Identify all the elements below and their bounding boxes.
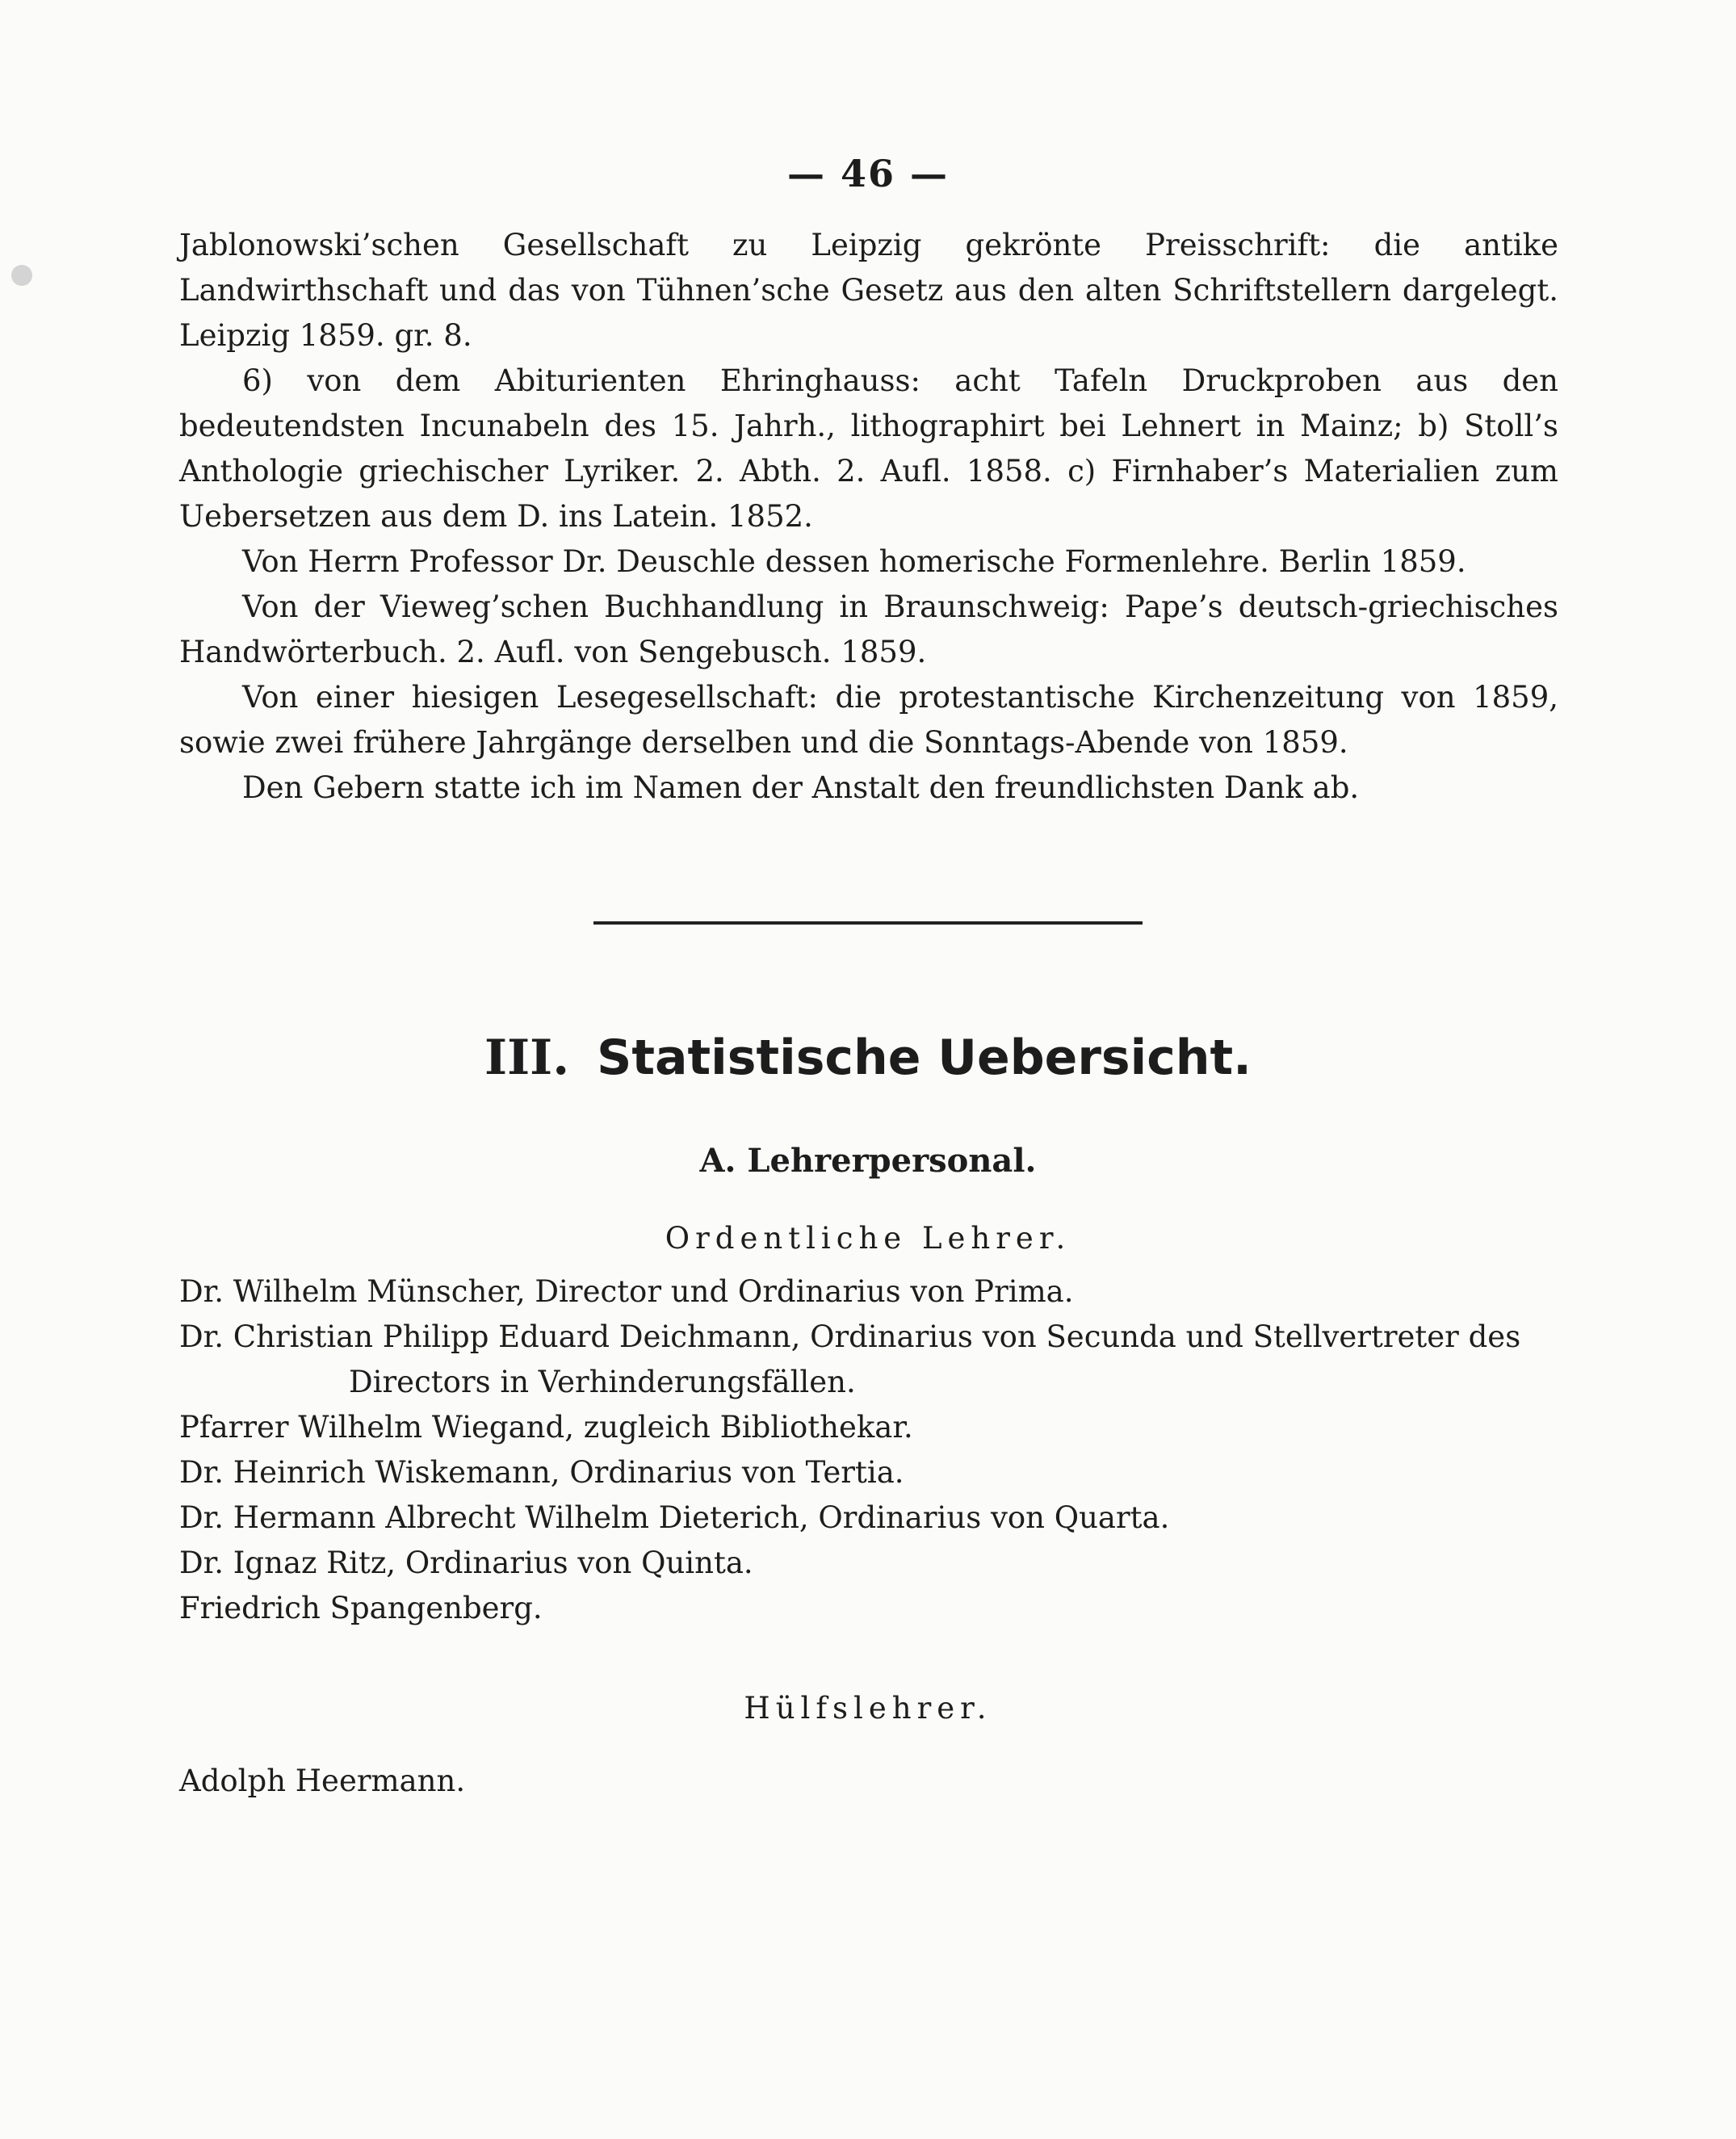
ordentliche-lehrer-heading: Ordentliche Lehrer.: [665, 1221, 1071, 1256]
ink-blot: [11, 265, 32, 286]
list-item: Pfarrer Wilhelm Wiegand, zugleich Bibliothekar.: [179, 1410, 913, 1445]
ordentliche-lehrer-list: [179, 1269, 1558, 1631]
section-divider: [593, 921, 1143, 925]
list-item: Dr. Ignaz Ritz, Ordinarius von Quinta.: [179, 1546, 753, 1580]
section-number: III.: [484, 1030, 570, 1086]
subsection-heading: A. Lehrerpersonal.: [699, 1142, 1037, 1180]
huelfslehrer-heading: Hülfslehrer.: [744, 1691, 992, 1726]
paragraph-lesegesellschaft: Von einer hiesigen Lesegesellschaft: die protestantische Kirchenzeitung von 1859, sowie zwei frühere Jahrgänge derselben und die Sonntags-Abende von 1859.: [179, 680, 1558, 760]
huelfslehrer-list: [179, 1759, 1558, 1804]
list-item: Friedrich Spangenberg.: [179, 1591, 543, 1625]
list-item: Adolph Heermann.: [179, 1764, 466, 1798]
list-item: Dr. Christian Philipp Eduard Deichmann, Ordinarius von Secunda und Stellvertreter des Directors in Verhinderungsfällen.: [179, 1319, 1521, 1399]
paragraph-dank: Den Gebern statte ich im Namen der Anstalt den freundlichsten Dank ab.: [242, 770, 1360, 805]
page-number: — 46 —: [786, 152, 950, 195]
paragraph-vieweg: Von der Vieweg’schen Buchhandlung in Braunschweig: Pape’s deutsch-griechisches Handwörterbuch. 2. Aufl. von Sengebusch. 1859.: [179, 589, 1558, 669]
section-title: Statistische Uebersicht.: [597, 1030, 1252, 1086]
section-heading: [0, 1030, 1736, 1086]
list-item: Dr. Heinrich Wiskemann, Ordinarius von Tertia.: [179, 1455, 904, 1490]
paragraph-deuschle: Von Herrn Professor Dr. Deuschle dessen homerische Formenlehre. Berlin 1859.: [242, 544, 1466, 579]
list-item: Dr. Wilhelm Münscher, Director und Ordinarius von Prima.: [179, 1274, 1074, 1309]
list-item: Dr. Hermann Albrecht Wilhelm Dieterich, Ordinarius von Quarta.: [179, 1500, 1170, 1535]
paragraph-ehringhauss: 6) von dem Abiturienten Ehringhauss: acht Tafeln Druckproben aus den bedeutendsten Incunabeln des 15. Jahrh., lithographirt bei Lehnert in Mainz; b) Stoll’s Anthologie griechischer Lyriker. 2. Abth. 2. Aufl. 1858. c) Firnhaber’s Materialien zum Uebersetzen aus dem D. ins Latein. 1852.: [179, 363, 1558, 534]
paragraph-preisschrift: Jablonowski’schen Gesellschaft zu Leipzig gekrönte Preisschrift: die antike Landwirthschaft und das von Tühnen’sche Gesetz aus den alten Schriftstellern dargelegt. Leipzig 1859. gr. 8.: [179, 228, 1558, 353]
